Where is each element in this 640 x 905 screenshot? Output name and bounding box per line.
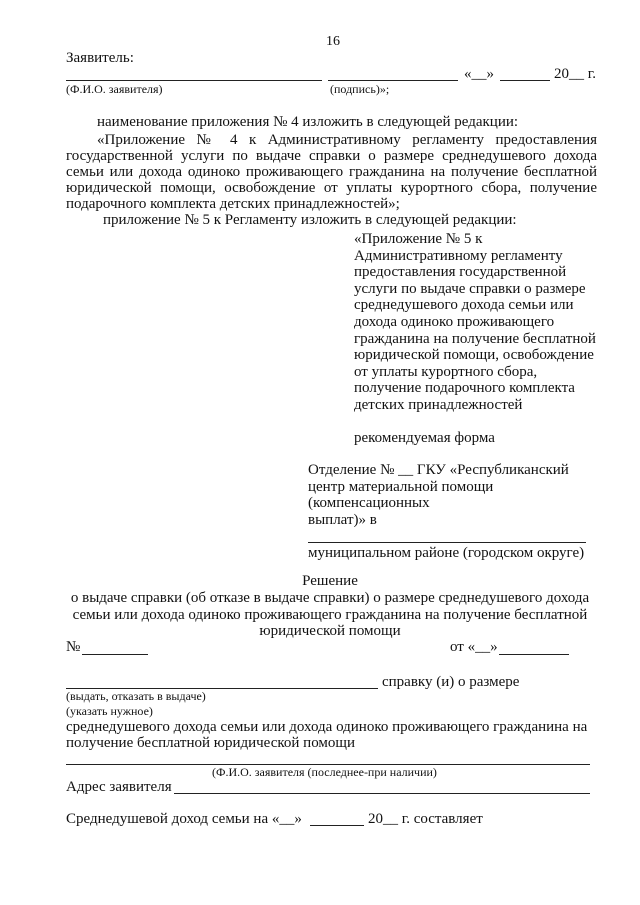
applicant-signature-line <box>328 80 458 81</box>
appendix-line: предоставления государственной <box>354 264 567 281</box>
addressee-district-caption: муниципальном районе (городском округе) <box>308 545 585 561</box>
amendment-appendix5-line: приложение № 5 к Регламенту изложить в следующей редакции: <box>103 212 517 228</box>
appendix-line: получение подарочного комплекта <box>354 380 575 397</box>
appendix-line: гражданина на получение бесплатной <box>354 330 596 347</box>
decision-date-line <box>499 654 569 655</box>
income-statement-year: 20__ г. составляет <box>368 811 483 827</box>
appendix-line: «Приложение № 5 к <box>354 231 483 247</box>
decision-date-label: от «__» <box>450 639 498 655</box>
applicant-label: Заявитель: <box>66 50 134 66</box>
applicant-fio-line <box>66 80 322 81</box>
applicant-fio-caption: (Ф.И.О. заявителя) <box>66 82 163 96</box>
applicant-date-day: «__» <box>464 66 494 82</box>
addressee-block <box>308 462 569 528</box>
income-month-line <box>310 825 364 826</box>
decision-number-line <box>82 654 148 655</box>
decision-line-2: семьи или дохода одиноко проживающего гражданина на получение бесплатной <box>72 607 588 623</box>
appendix-line: Административному регламенту <box>354 247 563 264</box>
amendment-para-line-2: государственной услуги по выдаче справки о размере среднедушевого дохода <box>66 148 597 164</box>
amendment-para-line-1: «Приложение № 4 к Административному регламенту предоставления <box>97 132 597 148</box>
applicant-signature-caption: (подпись)»; <box>330 82 390 96</box>
addressee-line: выплат)» в <box>308 511 377 528</box>
addressee-line: Отделение № __ ГКУ «Республиканский <box>308 462 569 478</box>
addressee-district-line <box>308 542 586 543</box>
applicant-date-month-line <box>500 80 550 81</box>
specify-caption: (указать нужное) <box>66 704 153 718</box>
addressee-line: (компенсационных <box>308 495 430 511</box>
appendix-line: среднедушевого дохода семьи или <box>354 297 574 314</box>
addressee-line: центр материальной помощи <box>308 478 494 495</box>
income-line-1: среднедушевого дохода семьи или дохода одиноко проживающего гражданина на <box>66 719 588 735</box>
decision-line-3: юридической помощи <box>259 623 401 639</box>
appendix-line: юридической помощи, освобождение <box>354 347 594 364</box>
decision-title: Решение <box>302 573 358 589</box>
amendment-line-1: наименование приложения № 4 изложить в следующей редакции: <box>97 114 519 130</box>
amendment-para-line-4: юридической помощи, освобождение от уплаты курортного сбора, получение <box>66 180 597 196</box>
address-line <box>174 793 590 794</box>
appendix-line: детских принадлежностей <box>354 396 523 413</box>
amendment-para-line-5: подарочного комплекта детских принадлежностей»; <box>66 196 400 212</box>
page-number: 16 <box>326 34 340 49</box>
income-statement-prefix: Среднедушевой доход семьи на «__» <box>66 811 302 827</box>
decision-number-label: № <box>66 639 81 655</box>
issue-caption: (выдать, отказать в выдаче) <box>66 689 206 703</box>
appendix-line: услуги по выдаче справки о размере <box>354 280 586 297</box>
fio-caption: (Ф.И.О. заявителя (последнее-при наличии) <box>212 765 437 779</box>
amendment-para-line-3: семьи или дохода одиноко проживающего гражданина на получение бесплатной <box>66 164 597 180</box>
address-label: Адрес заявителя <box>66 779 172 795</box>
applicant-date-year: 20__ г. <box>554 66 596 82</box>
appendix-line: от уплаты курортного сбора, <box>354 363 538 380</box>
decision-line-1: о выдаче справки (об отказе в выдаче справки) о размере среднедушевого дохода <box>70 590 590 606</box>
certificate-text: справку (и) о размере <box>382 674 520 690</box>
appendix-line: дохода одиноко проживающего <box>354 313 555 330</box>
income-line-2: получение бесплатной юридической помощи <box>66 735 355 751</box>
recommended-form-label: рекомендуемая форма <box>354 430 495 446</box>
appendix-block <box>354 231 596 414</box>
